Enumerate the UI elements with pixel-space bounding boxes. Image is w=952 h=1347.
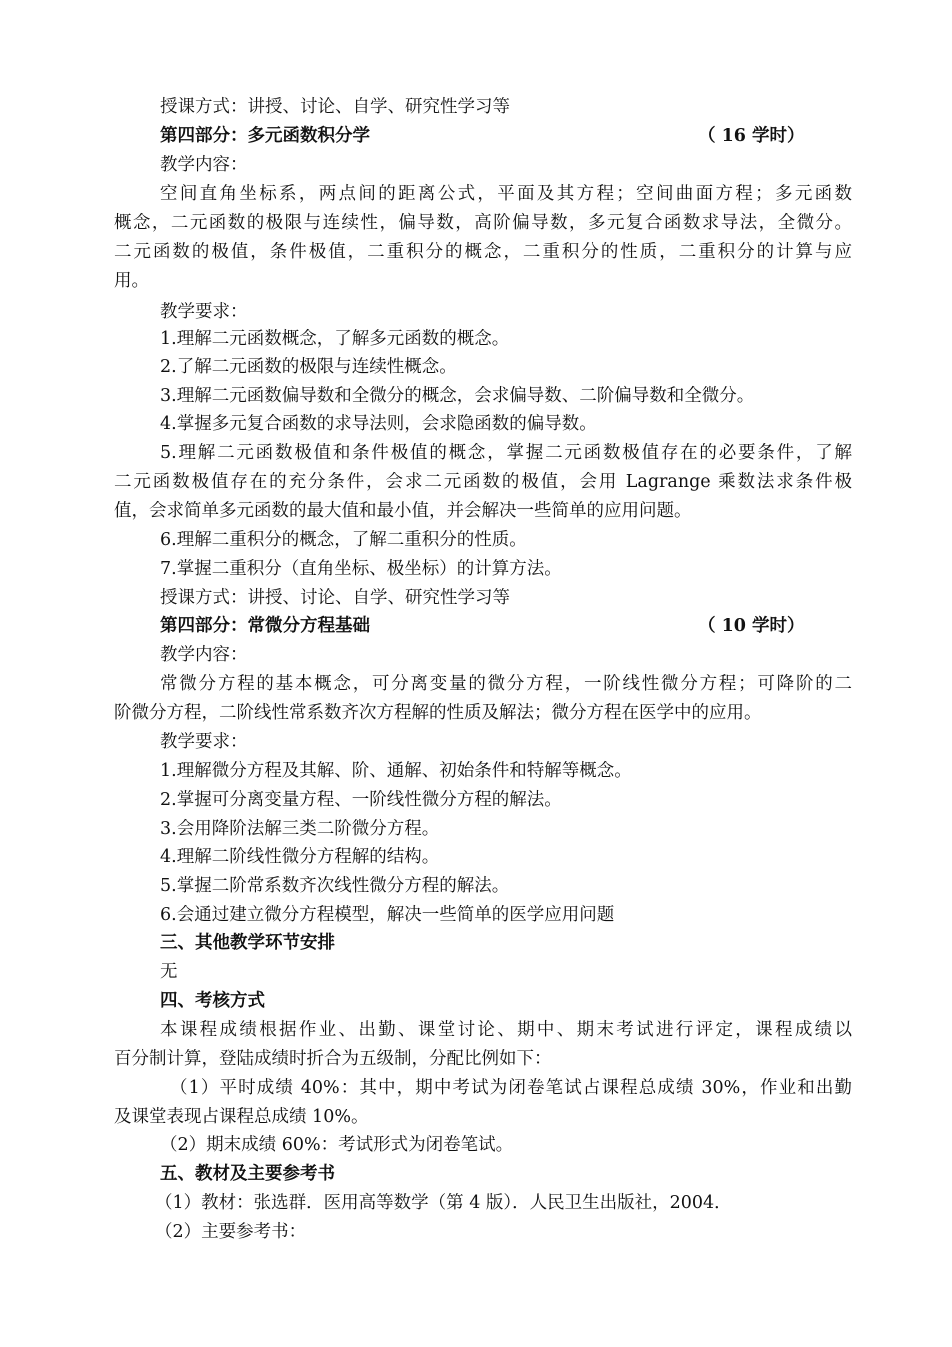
section-heading-textbooks: 五、教材及主要参考书 — [160, 1164, 335, 1184]
section-hours-multivariable: （ 16 学时） — [698, 126, 805, 146]
section-heading-other: 三、其他教学环节安排 — [160, 933, 335, 953]
requirement-item: 4.理解二阶线性微分方程解的结构。 — [160, 847, 440, 867]
section-title-multivariable: 第四部分：多元函数积分学 — [160, 126, 370, 146]
section-heading-assessment: 四、考核方式 — [160, 991, 265, 1011]
content-label: 教学内容： — [160, 645, 248, 665]
requirement-item: 5.理解二元函数极值和条件极值的概念，掌握二元函数极值存在的必要条件，了解 — [160, 443, 852, 463]
section-hours-ode: （ 10 学时） — [698, 616, 805, 636]
assessment-line: 及课堂表现占课程总成绩 10%。 — [114, 1107, 369, 1127]
assessment-line: 百分制计算，登陆成绩时折合为五级制，分配比例如下： — [114, 1049, 552, 1069]
section-title-ode: 第四部分：常微分方程基础 — [160, 616, 370, 636]
requirement-item-cont: 值，会求简单多元函数的最大值和最小值，并会解决一些简单的应用问题。 — [114, 501, 692, 521]
requirement-item: 3.理解二元函数偏导数和全微分的概念，会求偏导数、二阶偏导数和全微分。 — [160, 386, 755, 406]
content-line: 阶微分方程，二阶线性常系数齐次方程解的性质及解法；微分方程在医学中的应用。 — [114, 703, 762, 723]
textbook-line: （1）教材：张选群．医用高等数学（第 4 版）．人民卫生出版社，2004． — [155, 1193, 732, 1213]
textbook-line: （2）主要参考书： — [155, 1222, 307, 1242]
requirement-item: 2.掌握可分离变量方程、一阶线性微分方程的解法。 — [160, 790, 562, 810]
requirement-item: 5.掌握二阶常系数齐次线性微分方程的解法。 — [160, 876, 510, 896]
content-line: 用。 — [114, 271, 149, 291]
content-line: 常微分方程的基本概念，可分离变量的微分方程，一阶线性微分方程；可降阶的二 — [160, 674, 852, 694]
requirement-item: 6.会通过建立微分方程模型，解决一些简单的医学应用问题 — [160, 905, 615, 925]
content-line: 空间直角坐标系，两点间的距离公式，平面及其方程；空间曲面方程；多元函数 — [160, 184, 852, 204]
teaching-method-line: 授课方式：讲授、讨论、自学、研究性学习等 — [160, 97, 510, 117]
requirement-item: 1.理解微分方程及其解、阶、通解、初始条件和特解等概念。 — [160, 761, 632, 781]
requirement-item: 6.理解二重积分的概念，了解二重积分的性质。 — [160, 530, 527, 550]
requirement-item: 7.掌握二重积分（直角坐标、极坐标）的计算方法。 — [160, 559, 562, 579]
requirement-item: 4.掌握多元复合函数的求导法则，会求隐函数的偏导数。 — [160, 414, 597, 434]
requirement-label: 教学要求： — [160, 302, 248, 322]
assessment-line: 本课程成绩根据作业、出勤、课堂讨论、期中、期末考试进行评定，课程成绩以 — [160, 1020, 852, 1040]
teaching-method-line: 授课方式：讲授、讨论、自学、研究性学习等 — [160, 588, 510, 608]
content-label: 教学内容： — [160, 155, 248, 175]
requirement-label: 教学要求： — [160, 732, 248, 752]
requirement-item-cont: 二元函数极值存在的充分条件，会求二元函数的极值，会用 Lagrange 乘数法求条件极 — [114, 472, 852, 492]
content-line: 二元函数的极值，条件极值，二重积分的概念，二重积分的性质，二重积分的计算与应 — [114, 242, 852, 262]
content-line: 概念，二元函数的极限与连续性，偏导数，高阶偏导数，多元复合函数求导法，全微分。 — [114, 213, 852, 233]
requirement-item: 2.了解二元函数的极限与连续性概念。 — [160, 357, 457, 377]
requirement-item: 1.理解二元函数概念，了解多元函数的概念。 — [160, 329, 510, 349]
section-body-other: 无 — [160, 962, 178, 982]
assessment-line: （1）平时成绩 40%：其中，期中考试为闭卷笔试占课程总成绩 30%，作业和出勤 — [170, 1078, 852, 1098]
assessment-line: （2）期末成绩 60%：考试形式为闭卷笔试。 — [160, 1135, 514, 1155]
requirement-item: 3.会用降阶法解三类二阶微分方程。 — [160, 819, 440, 839]
